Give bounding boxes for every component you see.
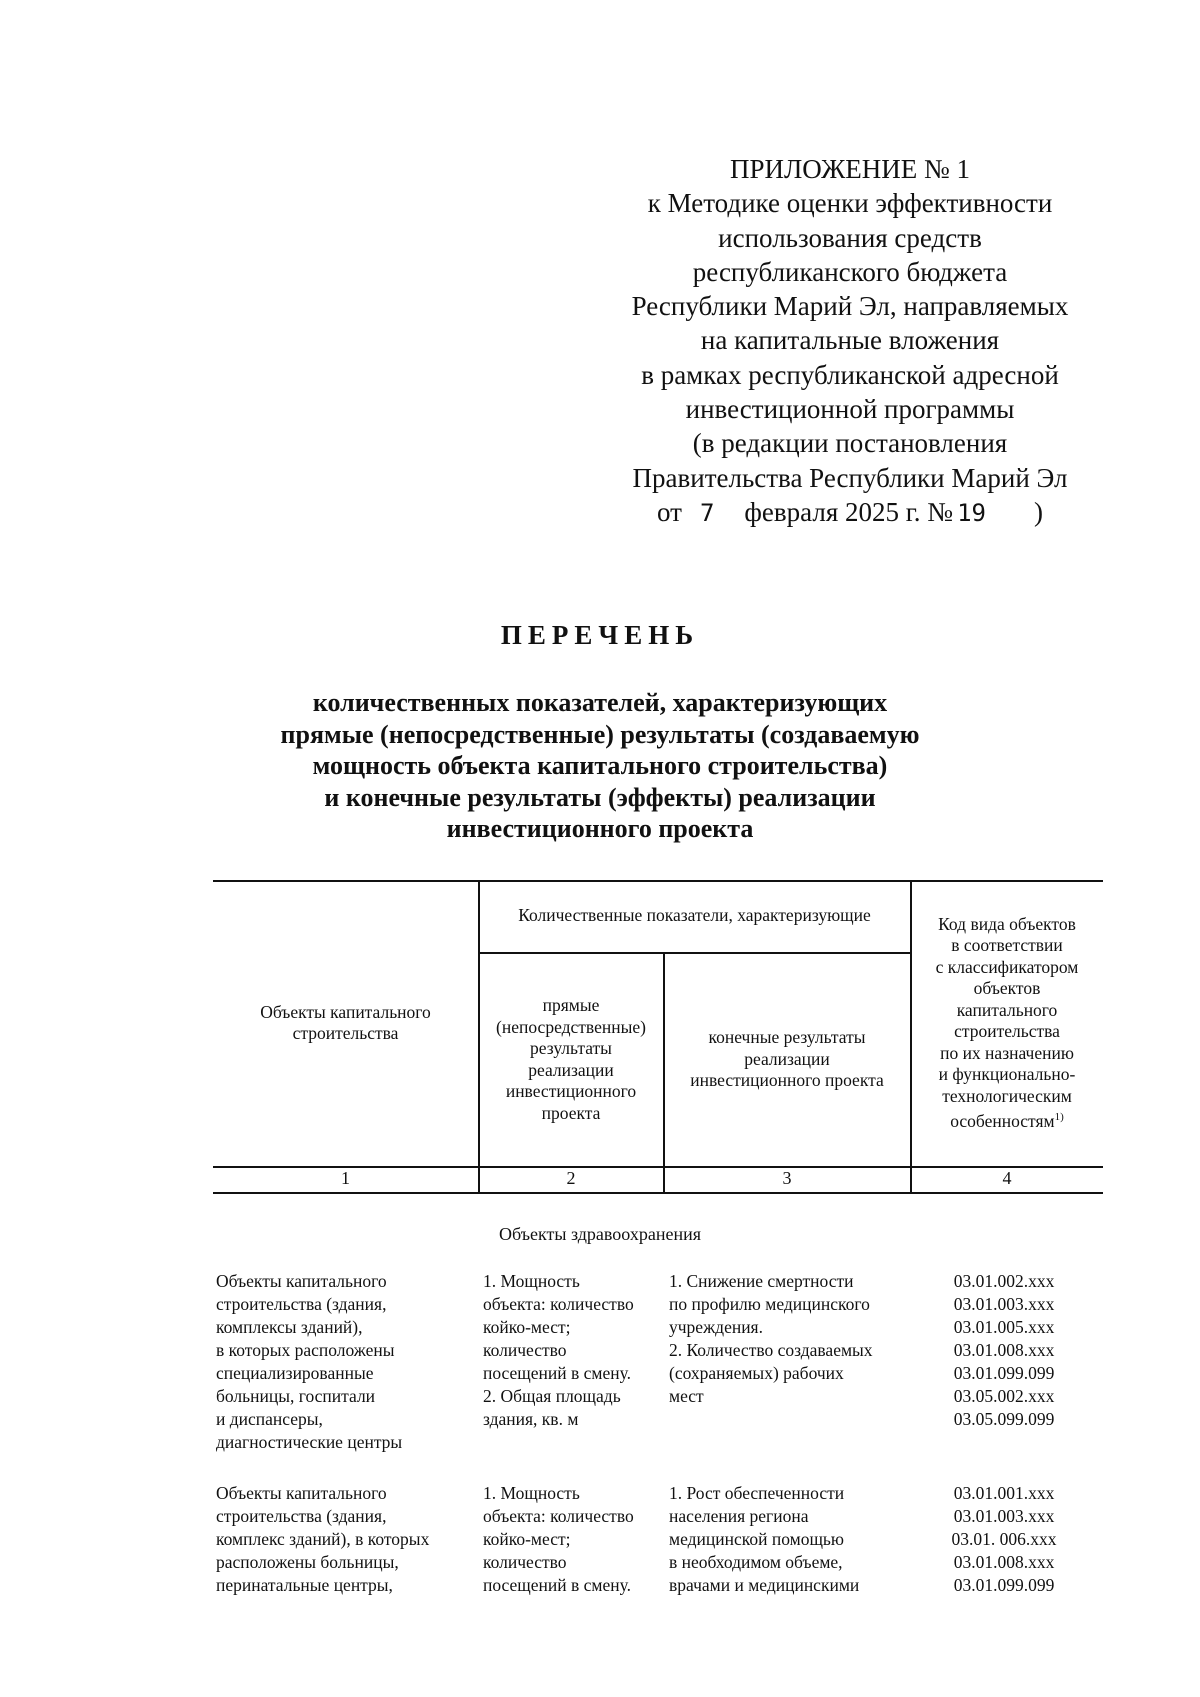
header-text: проекта [541,1102,601,1123]
document-title: ПЕРЕЧЕНЬ [500,620,700,650]
header-text [950,1107,1064,1132]
header-text: (непосредственные) [496,1016,646,1037]
appendix-line: (в редакции постановления [692,428,1008,459]
header-text: и функционально- [938,1064,1076,1085]
header-text: реализации [528,1059,614,1080]
header-text: реализации [744,1048,830,1069]
cell-text: расположены больницы, [216,1552,399,1572]
appendix-line: республиканского бюджета [692,256,1008,287]
cell-text: 03.01.008.xxx [953,1552,1055,1572]
cell-text: строительства (здания, [216,1294,387,1314]
section-title: Объекты здравоохранения [499,1224,701,1244]
cell-text: койко-мест; [483,1317,571,1337]
header-text: Количественные показатели, характеризующие [518,905,871,926]
cell-text: перинатальные центры, [216,1575,393,1595]
cell-text: 03.01.099.099 [953,1363,1055,1383]
cell-text: мест [669,1386,704,1406]
cell-text: больницы, госпитали [216,1386,376,1406]
date-close: ) [1033,496,1043,527]
appendix-date-line [600,495,1100,530]
header-text: строительства [292,1023,399,1043]
date-day: 7 [699,498,715,527]
header-final-results [664,953,910,1166]
row1-final-results [669,1270,873,1408]
cell-text: 03.01.001.xxx [953,1483,1055,1503]
header-text: прямые [542,995,600,1015]
cell-text: в которых расположены [216,1340,395,1360]
cell-text: 1. Рост обеспеченности [669,1483,845,1503]
rule-bottom [213,1192,1103,1194]
header-text: в соответствии [951,935,1063,956]
cell-text: 2. Количество создаваемых [669,1340,873,1360]
column-number: 3 [782,1168,792,1188]
cell-text: 1. Мощность [483,1271,580,1291]
row1-direct-results [483,1270,634,1431]
cell-text: 1. Мощность [483,1483,580,1503]
cell-text: строительства (здания, [216,1506,387,1526]
appendix-line: использования средств [718,222,982,253]
header-group [479,880,910,952]
header-text: результаты [530,1038,612,1058]
subtitle-line: и конечные результаты (эффекты) реализации [324,782,876,812]
appendix-line: на капитальные вложения [700,325,1000,356]
cell-text: 03.01. 006.xxx [951,1529,1057,1549]
cell-text: 03.01.002.xxx [953,1271,1055,1291]
column-number: 1 [341,1168,350,1188]
document-subtitle [150,687,1050,845]
appendix-line: Правительства Республики Марий Эл [632,462,1068,493]
subtitle-line: прямые (непосредственные) результаты (создаваемую [280,719,920,749]
cell-text: Объекты капитального [216,1271,387,1291]
header-direct-results [479,953,663,1166]
row1-object [216,1270,402,1454]
cell-text: посещений в смену. [483,1363,631,1383]
row2-codes [924,1482,1084,1597]
cell-text: объекта: количество [483,1506,634,1526]
cell-text: 03.01.005.xxx [953,1317,1055,1337]
cell-text: здания, кв. м [483,1409,579,1429]
appendix-line: Республики Марий Эл, направляемых [631,291,1069,322]
column-number: 4 [1002,1168,1012,1188]
header-objects [213,880,478,1166]
appendix-line: инвестиционной программы [685,394,1015,425]
header-text: технологическим [942,1085,1072,1106]
cell-text: объекта: количество [483,1294,634,1314]
cell-text: специализированные [216,1363,374,1383]
table-header [213,880,1103,1194]
date-prefix: от [657,496,682,527]
row2-direct-results [483,1482,634,1597]
header-text: по их назначению [940,1042,1074,1063]
cell-text: количество [483,1340,567,1360]
cell-text: медицинской помощью [669,1529,844,1549]
appendix-block [600,152,1100,530]
cell-text: комплексы зданий), [216,1317,363,1337]
cell-text: 1. Снижение смертности [669,1271,854,1291]
column-number: 2 [566,1168,576,1188]
cell-text: количество [483,1552,567,1572]
cell-text: (сохраняемых) рабочих [669,1363,844,1383]
subtitle-line: инвестиционного проекта [446,814,754,843]
cell-text: населения региона [669,1506,809,1526]
cell-text: и диспансеры, [216,1409,323,1429]
subtitle-line: мощность объекта капитального строительства) [312,751,888,780]
cell-text: по профилю медицинского [669,1294,870,1314]
cell-text: 03.01.003.xxx [953,1294,1055,1314]
header-code [911,880,1103,1166]
header-text: конечные результаты [708,1027,866,1048]
cell-text: 03.01.008.xxx [953,1340,1055,1360]
header-text: Объекты капитального [260,1001,431,1022]
header-text: строительства [954,1021,1060,1042]
cell-text: врачами и медицинскими [669,1575,860,1595]
cell-text: 2. Общая площадь [483,1386,621,1406]
cell-text: комплекс зданий), в которых [216,1529,430,1549]
cell-text: 03.01.003.xxx [953,1506,1055,1526]
header-text: инвестиционного проекта [690,1070,884,1091]
date-rest: февраля 2025 г. № [744,496,954,527]
row2-final-results [669,1482,859,1597]
cell-text: Объекты капитального [216,1483,387,1503]
cell-text: посещений в смену. [483,1575,631,1595]
appendix-line: к Методике оценки эффективности [647,188,1053,219]
cell-text: 03.01.099.099 [953,1575,1055,1595]
cell-text: диагностические центры [216,1432,403,1452]
footnote-marker: 1) [1054,1111,1064,1124]
subtitle-line: количественных показателей, характеризующих [312,688,888,717]
header-text: особенностям [950,1110,1055,1131]
header-text: инвестиционного [505,1081,637,1101]
cell-text: 03.05.099.099 [953,1409,1055,1429]
header-text: объектов [973,978,1041,999]
appendix-line: ПРИЛОЖЕНИЕ № 1 [729,154,971,184]
header-text: капитального [956,999,1058,1020]
date-number: 19 [957,498,986,527]
cell-text: в необходимом объеме, [669,1552,843,1572]
header-text: с классификатором [935,956,1079,977]
row1-codes [924,1270,1084,1431]
cell-text: 03.05.002.xxx [953,1386,1055,1406]
cell-text: койко-мест; [483,1529,571,1549]
row2-object [216,1482,429,1597]
header-text: Код вида объектов [938,913,1076,934]
cell-text: учреждения. [669,1317,763,1337]
appendix-line: в рамках республиканской адресной [641,359,1059,390]
